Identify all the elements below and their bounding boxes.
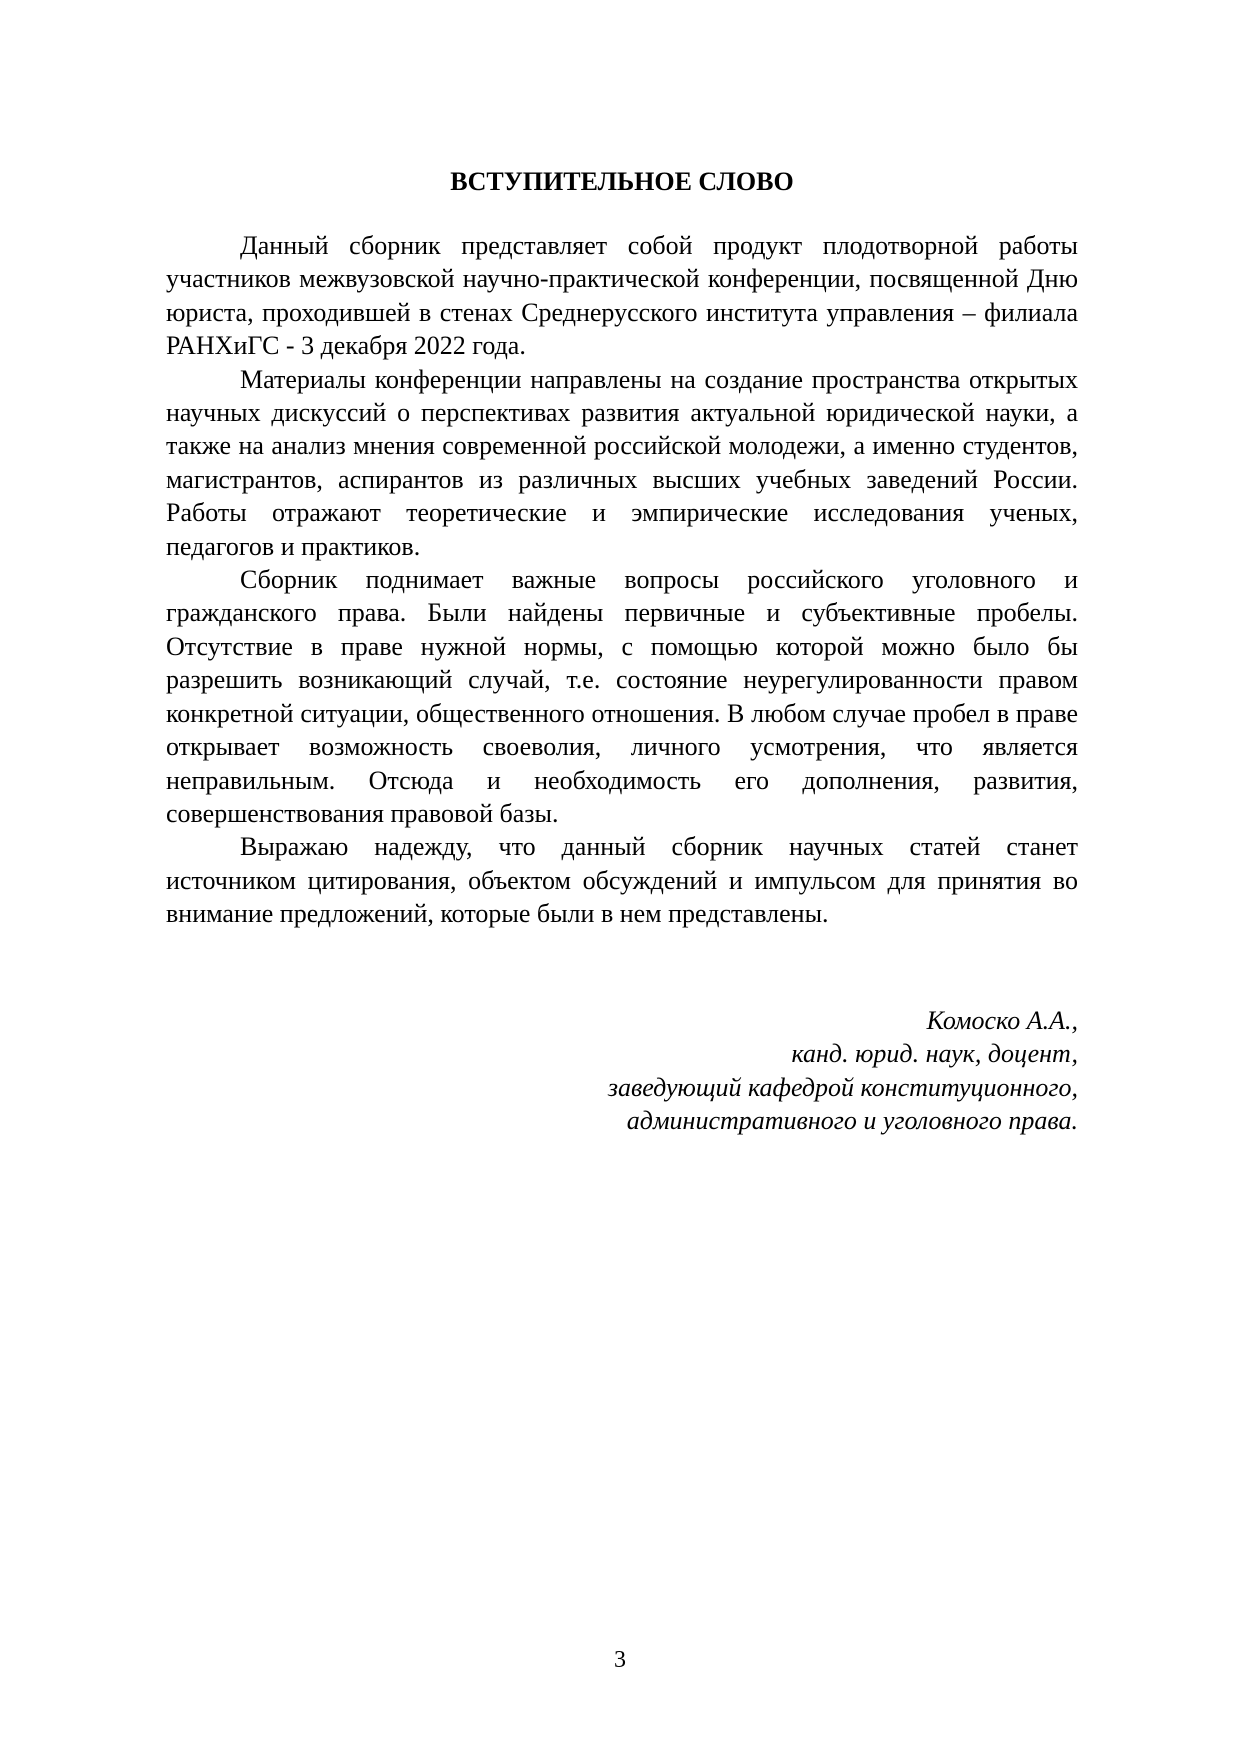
signature-position-line-2: административного и уголовного права.	[626, 1106, 1078, 1136]
page-number: 3	[614, 1647, 626, 1673]
paragraph-3: Сборник поднимает важные вопросы российского уголовного и гражданского права. Были найдены первичные и субъективные пробелы. Отсутствие в праве нужной нормы, с помощью которой можно было бы разрешить возникающий случай, т.е. состояние неурегулированности правом конкретной ситуации, общественного отношения. В любом случае пробел в праве открывает возможность своеволия, личного усмотрения, что является неправильным. Отсюда и необходимость его дополнения, развития, совершенствования правовой базы.	[166, 565, 1078, 828]
signature-degree: канд. юрид. наук, доцент,	[791, 1039, 1078, 1069]
signature-position-line-1: заведующий кафедрой конституционного,	[607, 1072, 1078, 1102]
body-text	[166, 229, 1078, 931]
page-title: ВСТУПИТЕЛЬНОЕ СЛОВО	[450, 167, 794, 196]
signature-block	[166, 1004, 1078, 1138]
paragraph-2: Материалы конференции направлены на создание пространства открытых научных дискуссий о перспективах развития актуальной юридической науки, а также на анализ мнения современной российской молодежи, а именно студентов, магистрантов, аспирантов из различных высших учебных заведений России. Работы отражают теоретические и эмпирические исследования ученых, педагогов и практиков.	[166, 364, 1078, 561]
paragraph-4: Выражаю надежду, что данный сборник научных статей станет источником цитирования, объектом обсуждений и импульсом для принятия во внимание предложений, которые были в нем представлены.	[166, 832, 1078, 929]
signature-name: Комоско А.А.,	[926, 1006, 1078, 1035]
paragraph-1: Данный сборник представляет собой продукт плодотворной работы участников межвузовской научно-практической конференции, посвященной Дню юриста, проходившей в стенах Среднерусского института управления – филиала РАНХиГС - 3 декабря 2022 года.	[166, 231, 1078, 361]
